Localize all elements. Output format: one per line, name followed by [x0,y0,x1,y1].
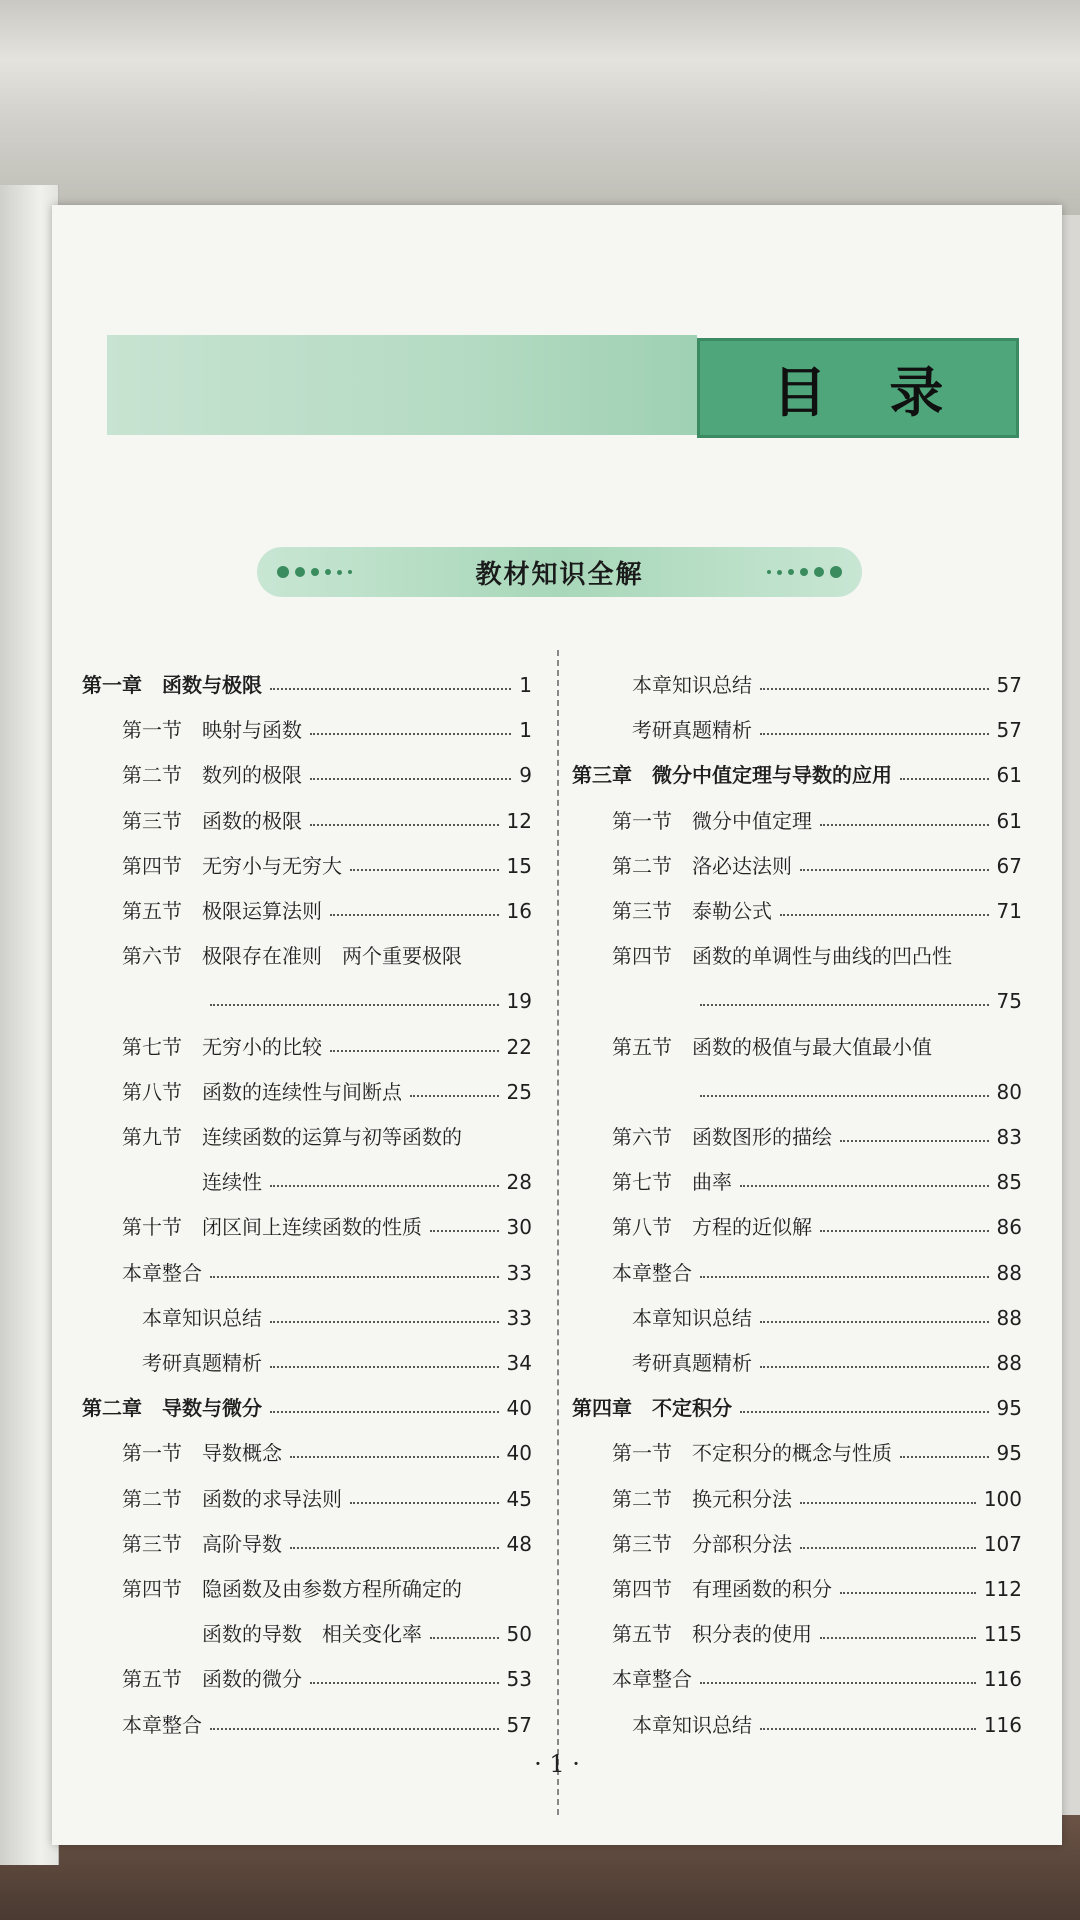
toc-page-number: 9 [519,763,532,788]
toc-entry-title: 第三节 函数的极限 [122,808,302,833]
toc-page-number: 34 [506,1351,532,1375]
dot-leader [760,688,989,690]
toc-entry [122,846,532,886]
toc-entry-title: 第五节 函数的微分 [122,1667,302,1692]
toc-entry [692,981,1022,1021]
toc-page-number: 40 [506,1396,532,1421]
toc-entry-title: 第六节 函数图形的描绘 [612,1125,832,1149]
toc-entry [122,1072,532,1112]
toc-entry [612,801,1022,841]
toc-page-number: 22 [506,1034,532,1059]
toc-entry [122,1569,532,1609]
toc-page-number: 15 [506,853,532,878]
dot-leader [210,1728,499,1730]
toc-entry [632,710,1022,750]
toc-page-number: 83 [996,1125,1022,1149]
toc-entry-title: 第一节 不定积分的概念与性质 [612,1441,892,1466]
column-divider [557,650,559,1815]
toc-entry [122,1705,532,1745]
toc-page-number: 86 [996,1215,1022,1240]
dot-leader [270,1321,499,1323]
toc-entry [122,1027,532,1067]
toc-page-number: 19 [506,989,532,1014]
toc-page-number: 57 [506,1712,532,1737]
toc-page-number: 75 [996,989,1022,1014]
toc-entry [612,891,1022,931]
dot-leader [330,914,499,916]
dot-leader [270,688,511,690]
toc-page-number: 88 [996,1305,1022,1330]
toc-entry [122,1524,532,1564]
dot-leader [800,1502,976,1504]
toc-page-number: 57 [996,673,1022,697]
toc-entry-title: 本章整合 [612,1667,692,1692]
toc-entry-title: 第二章 导数与微分 [82,1396,262,1421]
toc-entry [612,846,1022,886]
toc-entry-title: 本章知识总结 [632,673,752,697]
dot-leader [310,1682,499,1684]
toc-page-number: 95 [996,1441,1022,1466]
toc-page-number: 12 [506,808,532,833]
dot-leader [350,869,499,871]
toc-entry [202,1162,532,1202]
toc-entry-title: 第四章 不定积分 [572,1396,732,1421]
dot-leader [700,1276,989,1278]
dot-leader [430,1230,499,1232]
dot-leader [800,869,989,871]
toc-chapter-entry [572,755,1022,795]
toc-page-number: 16 [506,899,532,923]
toc-page-number: 61 [996,808,1022,833]
toc-entry-title: 第八节 函数的连续性与间断点 [122,1079,402,1104]
toc-entry-title: 第四节 隐函数及由参数方程所确定的 [122,1577,462,1601]
toc-entry-title: 第四节 函数的单调性与曲线的凹凸性 [612,944,952,969]
toc-entry-title: 第三节 泰勒公式 [612,899,772,923]
toc-entry-title: 本章整合 [122,1260,202,1285]
toc-page-number: 53 [506,1667,532,1692]
dot-leader [310,733,511,735]
book-page [52,205,1062,1845]
toc-entry-title: 第九节 连续函数的运算与初等函数的 [122,1125,462,1149]
toc-page-number: 57 [996,718,1022,743]
toc-page-number: 1 [519,673,532,697]
toc-entry [142,1298,532,1338]
dot-leader [760,1728,976,1730]
dot-leader [270,1366,499,1368]
title-box [697,338,1019,438]
toc-entry-title: 第六节 极限存在准则 两个重要极限 [122,944,462,969]
toc-entry [612,1162,1022,1202]
toc-page-number: 67 [996,853,1022,878]
toc-entry-title: 第四节 有理函数的积分 [612,1577,832,1601]
toc-entry [122,1207,532,1247]
toc-entry [122,755,532,795]
toc-entry-title: 考研真题精析 [632,1351,752,1375]
toc-entry [632,1343,1022,1383]
toc-page-number: 112 [983,1577,1022,1601]
toc-entry-title: 函数的导数 相关变化率 [202,1622,422,1647]
toc-page-number: 115 [983,1622,1022,1647]
dot-leader [900,1456,989,1458]
dot-leader [410,1095,499,1097]
dot-leader [780,914,989,916]
toc-entry [122,801,532,841]
toc-page-number: 48 [506,1531,532,1556]
page-title: 目 录 [772,360,966,424]
toc-entry-title: 本章整合 [612,1260,692,1285]
toc-page-number: 95 [996,1396,1022,1421]
dot-leader [840,1140,989,1142]
toc-entry [122,1433,532,1473]
desk-background-top [0,0,1080,215]
toc-entry [612,1027,1022,1067]
toc-entry-title: 第十节 闭区间上连续函数的性质 [122,1215,422,1240]
dot-leader [820,1230,989,1232]
toc-chapter-entry [82,665,532,705]
dot-leader [700,1004,989,1006]
toc-page-number: 80 [996,1079,1022,1104]
page-number: · 1 · [534,1750,580,1778]
toc-page-number: 30 [506,1215,532,1240]
dot-leader [800,1547,976,1549]
toc-entry-title: 第三节 高阶导数 [122,1531,282,1556]
toc-entry [122,710,532,750]
toc-entry-title: 连续性 [202,1170,262,1195]
toc-entry [612,1569,1022,1609]
toc-entry-title: 第五节 函数的极值与最大值最小值 [612,1034,932,1059]
toc-entry [612,1479,1022,1519]
toc-entry [122,1659,532,1699]
toc-page-number: 61 [996,763,1022,788]
toc-entry-title: 第三章 微分中值定理与导数的应用 [572,763,892,788]
toc-page-number: 25 [506,1079,532,1104]
dot-leader [760,1321,989,1323]
toc-entry-title: 本章知识总结 [632,1712,752,1737]
toc-entry [612,1433,1022,1473]
dot-leader [290,1456,499,1458]
dot-leader [740,1185,989,1187]
toc-entry-title: 第二节 函数的求导法则 [122,1486,342,1511]
toc-page-number: 71 [996,899,1022,923]
toc-entry [632,665,1022,705]
toc-chapter-entry [82,1388,532,1428]
toc-entry [612,936,1022,976]
dot-leader [700,1682,976,1684]
toc-page-number: 50 [506,1622,532,1647]
toc-page-number: 28 [506,1170,532,1195]
toc-entry-title: 第一节 导数概念 [122,1441,282,1466]
toc-entry-title: 第五节 极限运算法则 [122,899,322,923]
dot-leader [310,778,511,780]
decorative-dots-left [277,547,352,597]
toc-entry [612,1253,1022,1293]
toc-entry-title: 第二节 洛必达法则 [612,853,792,878]
toc-entry [612,1117,1022,1157]
toc-entry [142,1343,532,1383]
toc-page-number: 100 [983,1486,1022,1511]
toc-entry [122,936,532,976]
dot-leader [760,733,989,735]
toc-entry [122,1117,532,1157]
toc-entry [122,1253,532,1293]
toc-chapter-entry [572,1388,1022,1428]
section-heading: 教材知识全解 [475,559,644,590]
dot-leader [760,1366,989,1368]
dot-leader [700,1095,989,1097]
header-banner [107,335,697,435]
dot-leader [330,1050,499,1052]
toc-entry-title: 第一节 映射与函数 [122,718,302,743]
dot-leader [350,1502,499,1504]
toc-page-number: 85 [996,1170,1022,1195]
facing-page-edge [0,185,59,1865]
toc-entry-title: 第一章 函数与极限 [82,673,262,697]
toc-page-number: 107 [983,1531,1022,1556]
dot-leader [210,1004,499,1006]
toc-page-number: 88 [996,1260,1022,1285]
toc-entry-title: 第五节 积分表的使用 [612,1622,812,1647]
toc-entry-title: 考研真题精析 [142,1351,262,1375]
toc-page-number: 1 [519,718,532,743]
toc-entry [202,1614,532,1654]
toc-entry [632,1705,1022,1745]
toc-entry [202,981,532,1021]
toc-entry-title: 第七节 无穷小的比较 [122,1034,322,1059]
toc-entry-title: 第二节 换元积分法 [612,1486,792,1511]
section-heading-pill [257,547,862,597]
toc-entry-title: 考研真题精析 [632,718,752,743]
toc-entry-title: 第二节 数列的极限 [122,763,302,788]
dot-leader [840,1592,976,1594]
toc-page-number: 33 [506,1260,532,1285]
toc-entry [122,1479,532,1519]
dot-leader [210,1276,499,1278]
toc-entry [612,1659,1022,1699]
toc-page-number: 116 [983,1712,1022,1737]
toc-entry [612,1524,1022,1564]
toc-entry-title: 第一节 微分中值定理 [612,808,812,833]
toc-entry [632,1298,1022,1338]
dot-leader [900,778,989,780]
dot-leader [430,1637,499,1639]
toc-page-number: 40 [506,1441,532,1466]
dot-leader [820,1637,976,1639]
toc-page-number: 45 [506,1486,532,1511]
toc-page-number: 33 [506,1305,532,1330]
dot-leader [740,1411,989,1413]
dot-leader [270,1411,499,1413]
toc-page-number: 88 [996,1351,1022,1375]
toc-entry-title: 第七节 曲率 [612,1170,732,1195]
dot-leader [290,1547,499,1549]
decorative-dots-right [767,547,842,597]
toc-entry-title: 本章知识总结 [142,1305,262,1330]
toc-entry [122,891,532,931]
toc-entry-title: 第八节 方程的近似解 [612,1215,812,1240]
toc-entry-title: 本章知识总结 [632,1305,752,1330]
toc-entry [612,1614,1022,1654]
dot-leader [820,824,989,826]
toc-entry-title: 本章整合 [122,1712,202,1737]
dot-leader [270,1185,499,1187]
dot-leader [310,824,499,826]
toc-entry-title: 第三节 分部积分法 [612,1531,792,1556]
toc-page-number: 116 [983,1667,1022,1692]
toc-entry-title: 第四节 无穷小与无穷大 [122,853,342,878]
toc-entry [692,1072,1022,1112]
toc-entry [612,1207,1022,1247]
